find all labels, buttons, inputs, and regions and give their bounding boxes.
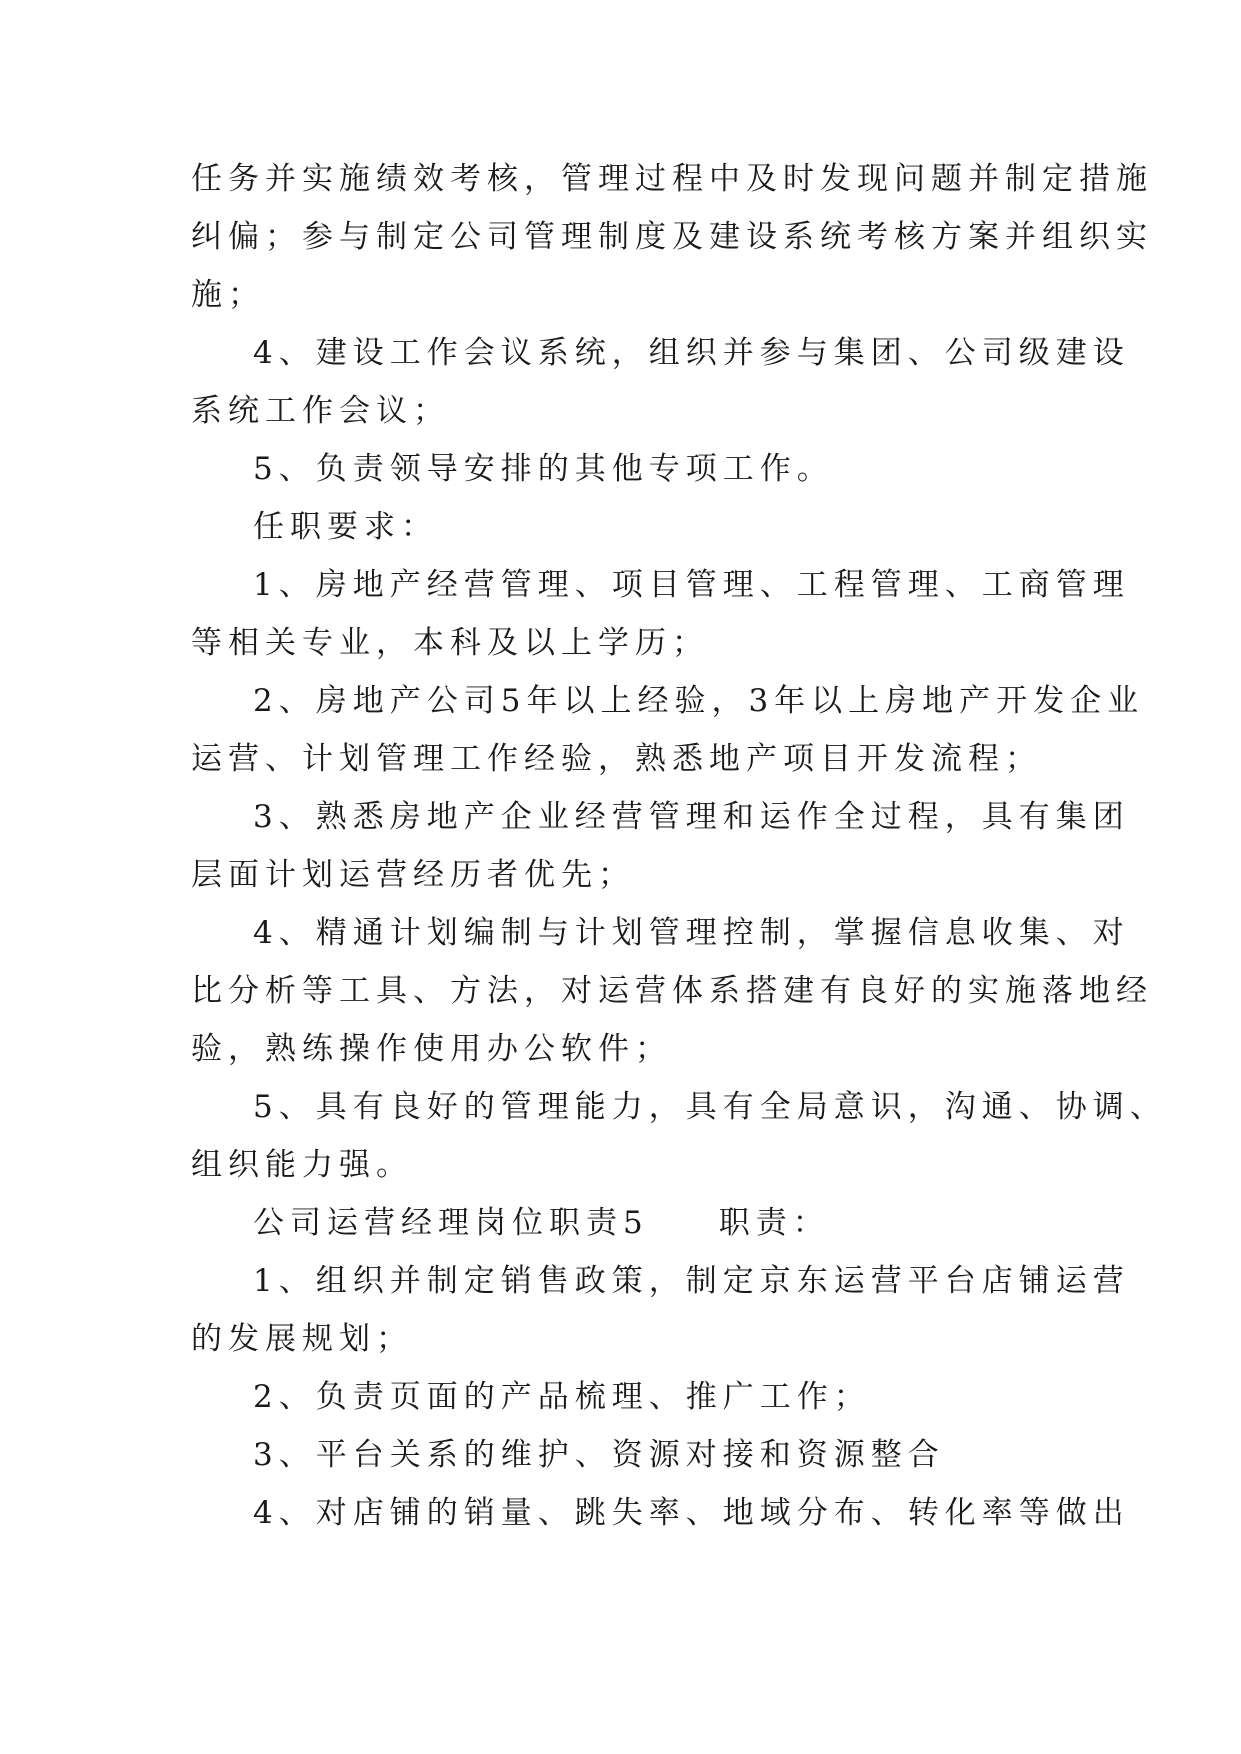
body-text (191, 150, 1167, 1542)
text-line: 1、房地产经营管理、项目管理、工程管理、工商管理 (253, 567, 1130, 603)
text-line: 2、房地产公司5年以上经验，3年以上房地产开发企业 (253, 683, 1145, 719)
text-line: 任务并实施绩效考核，管理过程中及时发现问题并制定措施 (191, 161, 1153, 197)
text-line: 5、负责领导安排的其他专项工作。 (253, 451, 834, 487)
text-line: 组织能力强。 (191, 1147, 413, 1183)
text-line: 4、对店铺的销量、跳失率、地域分布、转化率等做出 (253, 1495, 1130, 1531)
text-line: 纠偏；参与制定公司管理制度及建设系统考核方案并组织实 (191, 219, 1153, 255)
text-line: 3、熟悉房地产企业经营管理和运作全过程，具有集团 (253, 799, 1130, 835)
text-line: 运营、计划管理工作经验，熟悉地产项目开发流程； (191, 741, 1042, 777)
text-line: 层面计划运营经历者优先； (191, 857, 635, 893)
text-line: 1、组织并制定销售政策，制定京东运营平台店铺运营 (253, 1263, 1130, 1299)
text-line: 4、建设工作会议系统，组织并参与集团、公司级建设 (253, 335, 1130, 371)
text-line: 验，熟练操作使用办公软件； (191, 1031, 672, 1067)
text-line: 的发展规划； (191, 1321, 413, 1357)
text-line: 4、精通计划编制与计划管理控制，掌握信息收集、对 (253, 915, 1130, 951)
section-heading (191, 1194, 1061, 1252)
section-title: 公司运营经理岗位职责5 (253, 1205, 649, 1241)
text-line: 施； (191, 277, 265, 313)
text-line: 比分析等工具、方法，对运营体系搭建有良好的实施落地经 (191, 973, 1153, 1009)
section-subtitle: 职责： (718, 1205, 830, 1241)
text-line: 等相关专业，本科及以上学历； (191, 625, 709, 661)
text-line: 2、负责页面的产品梳理、推广工作； (253, 1379, 871, 1415)
text-line: 3、平台关系的维护、资源对接和资源整合 (253, 1437, 945, 1473)
text-line: 系统工作会议； (191, 393, 450, 429)
text-line: 5、具有良好的管理能力，具有全局意识，沟通、协调、 (253, 1089, 1167, 1125)
section-heading: 任职要求： (253, 509, 438, 545)
